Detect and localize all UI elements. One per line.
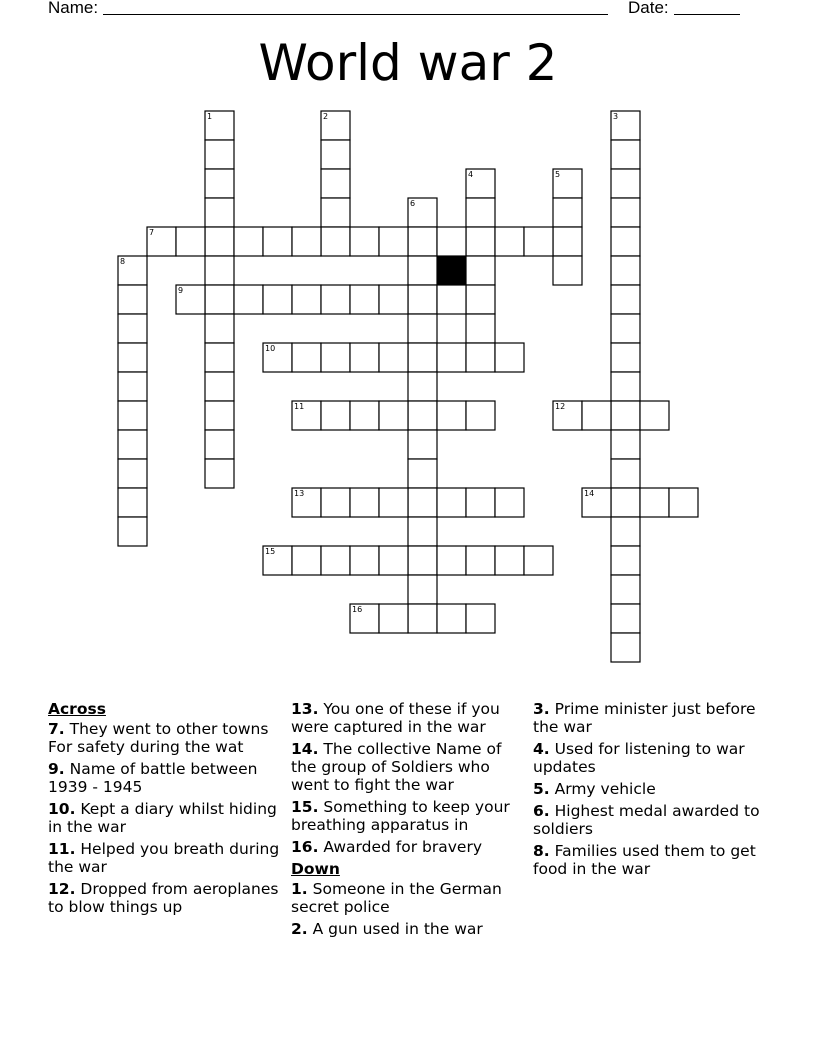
grid-cell[interactable] xyxy=(292,227,321,256)
clue-number-label: 2 xyxy=(323,112,329,121)
clue-text: Dropped from aeroplanes to blow things up xyxy=(48,880,279,916)
clue-number-label: 13 xyxy=(294,489,305,498)
clue-column-3 xyxy=(533,700,773,882)
grid-cell[interactable] xyxy=(350,343,379,372)
clue-text: Name of battle between 1939 - 1945 xyxy=(48,760,258,796)
clue-number: 16. xyxy=(291,838,319,856)
grid-cell[interactable] xyxy=(379,285,408,314)
clue-number: 10. xyxy=(48,800,76,818)
grid-cell[interactable] xyxy=(669,488,698,517)
grid-cell[interactable] xyxy=(611,633,640,662)
clue-number-label: 7 xyxy=(149,228,155,237)
grid-cell[interactable] xyxy=(321,140,350,169)
grid-cell[interactable] xyxy=(437,401,466,430)
grid-cell[interactable] xyxy=(524,227,553,256)
clue-item xyxy=(533,842,773,878)
clue-text: Highest medal awarded to soldiers xyxy=(533,802,760,838)
clue-number: 7. xyxy=(48,720,65,738)
clue-number-label: 15 xyxy=(265,547,276,556)
clue-item xyxy=(48,720,280,756)
clue-item xyxy=(48,800,280,836)
grid-cell[interactable] xyxy=(321,285,350,314)
clue-item xyxy=(48,880,280,916)
grid-cell[interactable] xyxy=(611,430,640,459)
grid-cell[interactable] xyxy=(524,546,553,575)
clue-text: Kept a diary whilst hiding in the war xyxy=(48,800,277,836)
grid-cell[interactable] xyxy=(611,314,640,343)
clue-number: 3. xyxy=(533,700,550,718)
grid-cell[interactable] xyxy=(350,488,379,517)
grid-cell[interactable] xyxy=(611,343,640,372)
clue-number-label: 1 xyxy=(207,112,213,121)
clue-text: Helped you breath during the war xyxy=(48,840,280,876)
grid-cell[interactable] xyxy=(611,517,640,546)
grid-cell[interactable] xyxy=(118,343,147,372)
grid-cell[interactable] xyxy=(205,343,234,372)
grid-cell[interactable] xyxy=(205,169,234,198)
grid-cell[interactable] xyxy=(408,459,437,488)
clue-number: 15. xyxy=(291,798,319,816)
grid-cell[interactable] xyxy=(292,546,321,575)
clue-number-label: 10 xyxy=(265,344,276,353)
grid-cell[interactable] xyxy=(466,604,495,633)
grid-cell[interactable] xyxy=(495,227,524,256)
grid-cell[interactable] xyxy=(176,227,205,256)
clue-item xyxy=(291,798,523,834)
grid-cell[interactable] xyxy=(408,256,437,285)
grid-cell[interactable] xyxy=(611,488,640,517)
grid-cell[interactable] xyxy=(611,198,640,227)
clue-number: 2. xyxy=(291,920,308,938)
grid-cell[interactable] xyxy=(495,546,524,575)
clue-item xyxy=(291,838,523,856)
clue-number-label: 8 xyxy=(120,257,126,266)
grid-cell[interactable] xyxy=(379,604,408,633)
clue-item xyxy=(48,840,280,876)
grid-cell[interactable] xyxy=(118,488,147,517)
clue-text: You one of these if you were captured in the war xyxy=(291,700,500,736)
page-title: World war 2 xyxy=(258,34,558,92)
clue-text: Prime minister just before the war xyxy=(533,700,756,736)
clue-number: 14. xyxy=(291,740,319,758)
clue-text: Families used them to get food in the war xyxy=(533,842,756,878)
clue-item xyxy=(533,802,773,838)
grid-cell[interactable] xyxy=(466,198,495,227)
grid-cell[interactable] xyxy=(611,575,640,604)
grid-cell[interactable] xyxy=(292,343,321,372)
grid-cell[interactable] xyxy=(466,256,495,285)
clue-item xyxy=(291,880,523,916)
clue-item xyxy=(533,740,773,776)
grid-cell[interactable] xyxy=(408,488,437,517)
grid-cell[interactable] xyxy=(379,488,408,517)
clue-number: 1. xyxy=(291,880,308,898)
grid-cell[interactable] xyxy=(205,430,234,459)
grid-cell[interactable] xyxy=(408,401,437,430)
clue-text: Awarded for bravery xyxy=(323,838,483,856)
grid-cell[interactable] xyxy=(611,604,640,633)
grid-cell[interactable] xyxy=(466,227,495,256)
grid-cell[interactable] xyxy=(205,140,234,169)
clue-text: Army vehicle xyxy=(554,780,656,798)
clue-item xyxy=(291,740,523,794)
clue-item xyxy=(533,700,773,736)
clue-item xyxy=(533,780,773,798)
date-label: Date: xyxy=(628,0,669,17)
grid-cell[interactable] xyxy=(611,227,640,256)
clue-column-2 xyxy=(291,700,523,942)
grid-cell[interactable] xyxy=(408,546,437,575)
clue-item xyxy=(48,760,280,796)
clue-item xyxy=(291,700,523,736)
grid-cell[interactable] xyxy=(466,343,495,372)
clue-text: Someone in the German secret police xyxy=(291,880,502,916)
grid-cell[interactable] xyxy=(466,401,495,430)
grid-cell[interactable] xyxy=(466,314,495,343)
grid-cell[interactable] xyxy=(205,372,234,401)
grid-cell[interactable] xyxy=(321,488,350,517)
grid-cell[interactable] xyxy=(408,343,437,372)
grid-cell[interactable] xyxy=(350,227,379,256)
grid-cell[interactable] xyxy=(437,285,466,314)
clue-number-label: 9 xyxy=(178,286,184,295)
clue-number: 12. xyxy=(48,880,76,898)
grid-cell[interactable] xyxy=(466,488,495,517)
clue-text: The collective Name of the group of Soldiers who went to fight the war xyxy=(291,740,502,794)
grid-cell[interactable] xyxy=(553,227,582,256)
clue-text: Something to keep your breathing apparatus in xyxy=(291,798,510,834)
clue-number-label: 11 xyxy=(294,402,305,411)
grid-cell[interactable] xyxy=(611,169,640,198)
grid-cell[interactable] xyxy=(321,546,350,575)
grid-cell[interactable] xyxy=(234,285,263,314)
grid-cell[interactable] xyxy=(611,401,640,430)
grid-cell[interactable] xyxy=(118,401,147,430)
grid-cell[interactable] xyxy=(611,140,640,169)
grid-cell[interactable] xyxy=(205,198,234,227)
clue-number-label: 16 xyxy=(352,605,363,614)
grid-cell[interactable] xyxy=(379,227,408,256)
clue-text: They went to other towns For safety during the wat xyxy=(48,720,269,756)
clue-number-label: 5 xyxy=(555,170,561,179)
grid-cell[interactable] xyxy=(350,401,379,430)
grid-cell[interactable] xyxy=(118,459,147,488)
grid-cell[interactable] xyxy=(263,285,292,314)
name-label: Name: xyxy=(48,0,99,17)
grid-cell[interactable] xyxy=(640,401,669,430)
clue-number: 5. xyxy=(533,780,550,798)
grid-cell[interactable] xyxy=(205,314,234,343)
grid-cell[interactable] xyxy=(350,285,379,314)
clue-number-label: 4 xyxy=(468,170,474,179)
clue-item xyxy=(291,920,523,938)
clue-text: Used for listening to war updates xyxy=(533,740,745,776)
clue-number-label: 6 xyxy=(410,199,416,208)
clue-number: 6. xyxy=(533,802,550,820)
grid-cell[interactable] xyxy=(379,401,408,430)
clue-number: 9. xyxy=(48,760,65,778)
grid-cell[interactable] xyxy=(611,372,640,401)
grid-cell[interactable] xyxy=(495,488,524,517)
grid-cell[interactable] xyxy=(118,517,147,546)
grid-cell[interactable] xyxy=(466,546,495,575)
grid-cell[interactable] xyxy=(263,227,292,256)
clue-number-label: 3 xyxy=(613,112,619,121)
grid-cell[interactable] xyxy=(408,285,437,314)
grid-cell[interactable] xyxy=(582,401,611,430)
across-heading: Across xyxy=(48,700,106,718)
grid-cell[interactable] xyxy=(437,227,466,256)
clue-number: 13. xyxy=(291,700,319,718)
grid-cell[interactable] xyxy=(408,517,437,546)
grid-cell[interactable] xyxy=(495,343,524,372)
grid-cell[interactable] xyxy=(611,285,640,314)
grid-cell[interactable] xyxy=(321,198,350,227)
grid-cell[interactable] xyxy=(234,227,263,256)
grid-cell[interactable] xyxy=(437,546,466,575)
grid-cell[interactable] xyxy=(321,401,350,430)
grid-cell[interactable] xyxy=(408,372,437,401)
grid-cell[interactable] xyxy=(205,459,234,488)
grid-cell[interactable] xyxy=(118,285,147,314)
grid-cell[interactable] xyxy=(437,343,466,372)
grid-cell[interactable] xyxy=(205,256,234,285)
clue-number: 11. xyxy=(48,840,76,858)
grid-cell[interactable] xyxy=(408,227,437,256)
grid-cell[interactable] xyxy=(379,546,408,575)
grid-cell[interactable] xyxy=(118,314,147,343)
grid-cell[interactable] xyxy=(553,256,582,285)
grid-cell[interactable] xyxy=(205,227,234,256)
grid-cell[interactable] xyxy=(321,227,350,256)
black-cell xyxy=(437,256,466,285)
grid-cell[interactable] xyxy=(205,401,234,430)
grid-cell[interactable] xyxy=(466,285,495,314)
clue-number: 4. xyxy=(533,740,550,758)
grid-cell[interactable] xyxy=(611,256,640,285)
grid-cell[interactable] xyxy=(408,314,437,343)
grid-cell[interactable] xyxy=(408,575,437,604)
grid-cell[interactable] xyxy=(205,285,234,314)
grid-cell[interactable] xyxy=(553,198,582,227)
down-heading: Down xyxy=(291,860,340,878)
grid-cell[interactable] xyxy=(350,546,379,575)
clue-column-1 xyxy=(48,700,280,920)
grid-cell[interactable] xyxy=(118,430,147,459)
grid-cell[interactable] xyxy=(118,372,147,401)
grid-cell[interactable] xyxy=(611,459,640,488)
grid-cell[interactable] xyxy=(408,604,437,633)
clue-text: A gun used in the war xyxy=(312,920,483,938)
grid-cell[interactable] xyxy=(379,343,408,372)
grid-cell[interactable] xyxy=(321,343,350,372)
grid-cell[interactable] xyxy=(437,488,466,517)
grid-cell[interactable] xyxy=(640,488,669,517)
clue-number: 8. xyxy=(533,842,550,860)
grid-cell[interactable] xyxy=(611,546,640,575)
grid-cell[interactable] xyxy=(437,604,466,633)
grid-cell[interactable] xyxy=(292,285,321,314)
grid-cell[interactable] xyxy=(321,169,350,198)
grid-cell[interactable] xyxy=(408,430,437,459)
clue-number-label: 12 xyxy=(555,402,566,411)
clue-number-label: 14 xyxy=(584,489,595,498)
